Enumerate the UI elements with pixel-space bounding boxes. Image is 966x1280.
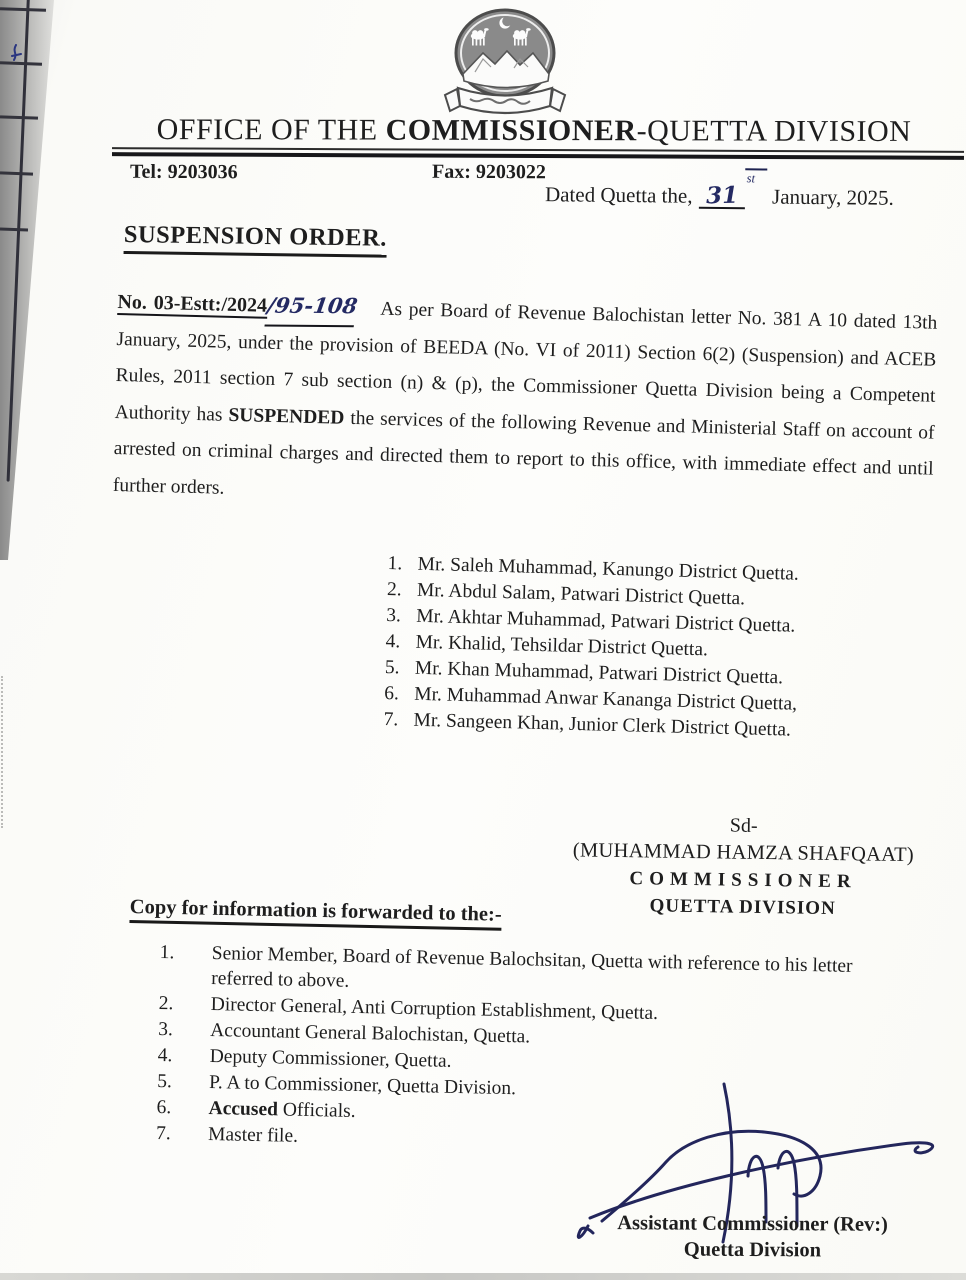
footer-signatory-block <box>580 1210 925 1264</box>
date-prefix: Dated Quetta the, <box>544 182 693 208</box>
list-item: 7. Mr. Sangeen Khan, Junior Clerk District Quetta. <box>383 708 792 741</box>
date-rest: January, 2025. <box>772 184 894 210</box>
list-item: 7. Master file. <box>155 1122 299 1147</box>
edge-dotted-line <box>1 676 3 828</box>
fax-number: Fax: 9203022 <box>431 160 546 184</box>
spacer <box>356 314 380 315</box>
office-title-bold: COMMISSIONER <box>385 113 637 148</box>
header-rule <box>112 147 964 160</box>
reference-number-handwritten: /95-108 <box>264 288 359 327</box>
list-item: 3. Accountant General Balochistan, Quetta. <box>158 1018 531 1047</box>
list-item: 4. Deputy Commissioner, Quetta. <box>157 1044 452 1072</box>
body-text-suspended: SUSPENDED <box>228 404 345 429</box>
copy-recipient-list <box>156 941 902 1162</box>
copy-section-heading: Copy for information is forwarded to the:- <box>129 896 501 931</box>
list-item: 5. Mr. Khan Muhammad, Patwari District Quetta. <box>384 656 784 689</box>
list-item: 3. Mr. Akhtar Muhammad, Patwari District Quetta. <box>386 604 796 637</box>
order-body-paragraph <box>112 283 937 525</box>
signatory-designation: COMMISSIONER <box>629 868 857 893</box>
footer-designation: Assistant Commissioner (Rev:) <box>617 1212 888 1236</box>
reference-number-printed: No. 03-Estt:/2024 <box>117 290 268 317</box>
signatory-name: (MUHAMMAD HAMZA SHAFQAAT) <box>572 839 915 867</box>
office-title-prefix: OFFICE OF THE <box>156 113 386 147</box>
page-edge-shadow <box>0 0 70 560</box>
list-item: 2. Mr. Abdul Salam, Patwari District Quetta. <box>386 578 746 610</box>
list-item: 6. Mr. Muhammad Anwar Kananga District Quetta, <box>383 682 798 715</box>
handwritten-ordinal: st <box>745 168 768 185</box>
footer-division: Quetta Division <box>683 1238 822 1262</box>
office-title-suffix: -QUETTA DIVISION <box>636 114 912 148</box>
list-item: 2. Director General, Anti Corruption Establishment, Quetta. <box>158 992 659 1024</box>
page-bottom-edge-shadow <box>0 1273 966 1280</box>
document-title: SUSPENSION ORDER. <box>124 221 388 258</box>
suspended-staff-list <box>383 551 800 744</box>
signatory-division: QUETTA DIVISION <box>649 895 836 920</box>
balochistan-government-emblem-logo <box>422 6 586 124</box>
date-line <box>544 171 894 211</box>
list-item: 1. Senior Member, Board of Revenue Balochsitan, Quetta with reference to his letter referred to above. <box>159 941 853 992</box>
list-item: 5. P. A to Commissioner, Quetta Division. <box>156 1070 517 1099</box>
list-item: 6. Accused Officials. <box>156 1096 356 1122</box>
margin-handwritten-mark <box>8 44 24 68</box>
list-item: 4. Mr. Khalid, Tehsildar District Quetta. <box>385 630 709 661</box>
date-day-slot <box>698 181 744 210</box>
body-text-1: As per Board of Revenue Balochistan letter No. 381 A 10 dated 13th January, 2025, under the provision of BEEDA (No. VI of 2011) Section 6(2) (Suspension) and ACEB Rules, 2011 section 7 sub section (n) & (p), the Commissioner Quetta Division being a Competent Authority has <box>114 298 938 426</box>
sd-label: Sd- <box>729 814 758 837</box>
signatory-block <box>546 810 939 923</box>
body-text-2: the services of the following Revenue and Ministerial Staff on account of arrested on criminal charges and directed them to report to this office, with immediate effect and until further orders. <box>112 407 935 499</box>
office-title <box>118 113 950 149</box>
list-item: 1. Mr. Saleh Muhammad, Kanungo District Quetta. <box>387 552 800 585</box>
handwritten-day: 31 <box>705 181 738 210</box>
telephone-number: Tel: 9203036 <box>129 160 238 184</box>
